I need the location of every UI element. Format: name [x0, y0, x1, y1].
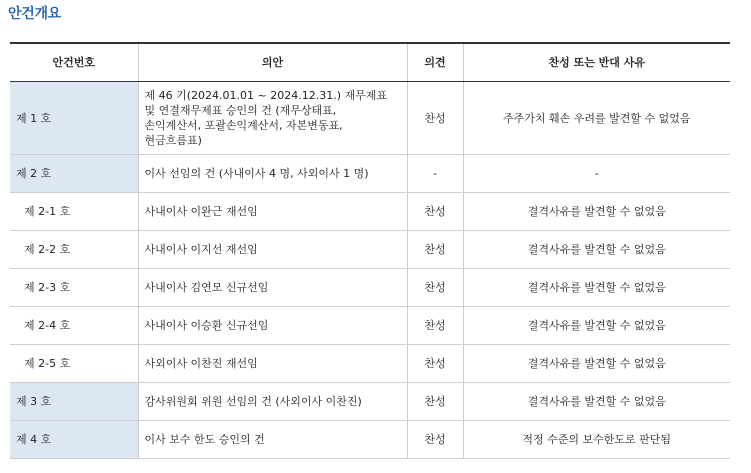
header-number: 안건번호	[10, 43, 138, 82]
agenda-number: 제 3 호	[10, 383, 138, 421]
agenda-opinion: 찬성	[407, 231, 463, 269]
table-row	[10, 155, 730, 193]
agenda-number: 제 2-5 호	[10, 345, 138, 383]
table-row	[10, 193, 730, 231]
agenda-number: 제 2 호	[10, 155, 138, 193]
agenda-table	[10, 42, 730, 459]
agenda-title: 사내이사 김연모 신규선임	[138, 269, 407, 307]
table-row	[10, 383, 730, 421]
agenda-opinion: -	[407, 155, 463, 193]
table-row	[10, 231, 730, 269]
header-opinion: 의견	[407, 43, 463, 82]
agenda-title: 이사 보수 한도 승인의 건	[138, 421, 407, 459]
agenda-number: 제 2-2 호	[10, 231, 138, 269]
agenda-number: 제 1 호	[10, 82, 138, 155]
agenda-title: 사내이사 이승환 신규선임	[138, 307, 407, 345]
table-row	[10, 82, 730, 155]
agenda-reason: 결격사유를 발견할 수 없었음	[463, 383, 730, 421]
agenda-opinion: 찬성	[407, 82, 463, 155]
header-title: 의안	[138, 43, 407, 82]
agenda-number: 제 4 호	[10, 421, 138, 459]
agenda-reason: 결격사유를 발견할 수 없었음	[463, 345, 730, 383]
agenda-title: 사내이사 이완근 재선임	[138, 193, 407, 231]
agenda-number: 제 2-4 호	[10, 307, 138, 345]
agenda-title: 감사위원회 위원 선임의 건 (사외이사 이찬진)	[138, 383, 407, 421]
agenda-opinion: 찬성	[407, 383, 463, 421]
agenda-title: 이사 선임의 건 (사내이사 4 명, 사외이사 1 명)	[138, 155, 407, 193]
table-row	[10, 269, 730, 307]
table-row	[10, 345, 730, 383]
agenda-reason: 적정 수준의 보수한도로 판단됨	[463, 421, 730, 459]
agenda-reason: 결격사유를 발견할 수 없었음	[463, 193, 730, 231]
agenda-title: 사외이사 이찬진 재선임	[138, 345, 407, 383]
table-row	[10, 307, 730, 345]
agenda-title-line: 및 연결재무제표 승인의 건 (재무상태표,	[144, 104, 337, 117]
agenda-opinion: 찬성	[407, 421, 463, 459]
agenda-opinion: 찬성	[407, 193, 463, 231]
agenda-reason: 주주가치 훼손 우려를 발견할 수 없었음	[463, 82, 730, 155]
agenda-title-line: 손익계산서, 포괄손익계산서, 자본변동표,	[144, 119, 343, 132]
agenda-reason: -	[463, 155, 730, 193]
agenda-opinion: 찬성	[407, 269, 463, 307]
section-title: 안건개요	[8, 6, 61, 22]
agenda-title: 사내이사 이지선 재선임	[138, 231, 407, 269]
agenda-number: 제 2-3 호	[10, 269, 138, 307]
table-header-row	[10, 43, 730, 82]
agenda-reason: 결격사유를 발견할 수 없었음	[463, 231, 730, 269]
agenda-title-line: 제 46 기(2024.01.01 ~ 2024.12.31.) 재무제표	[144, 89, 387, 102]
agenda-opinion: 찬성	[407, 307, 463, 345]
header-reason: 찬성 또는 반대 사유	[463, 43, 730, 82]
agenda-opinion: 찬성	[407, 345, 463, 383]
agenda-reason: 결격사유를 발견할 수 없었음	[463, 307, 730, 345]
agenda-title	[138, 82, 407, 155]
agenda-reason: 결격사유를 발견할 수 없었음	[463, 269, 730, 307]
agenda-title-line: 현금흐름표)	[144, 134, 202, 147]
agenda-number: 제 2-1 호	[10, 193, 138, 231]
table-row	[10, 421, 730, 459]
